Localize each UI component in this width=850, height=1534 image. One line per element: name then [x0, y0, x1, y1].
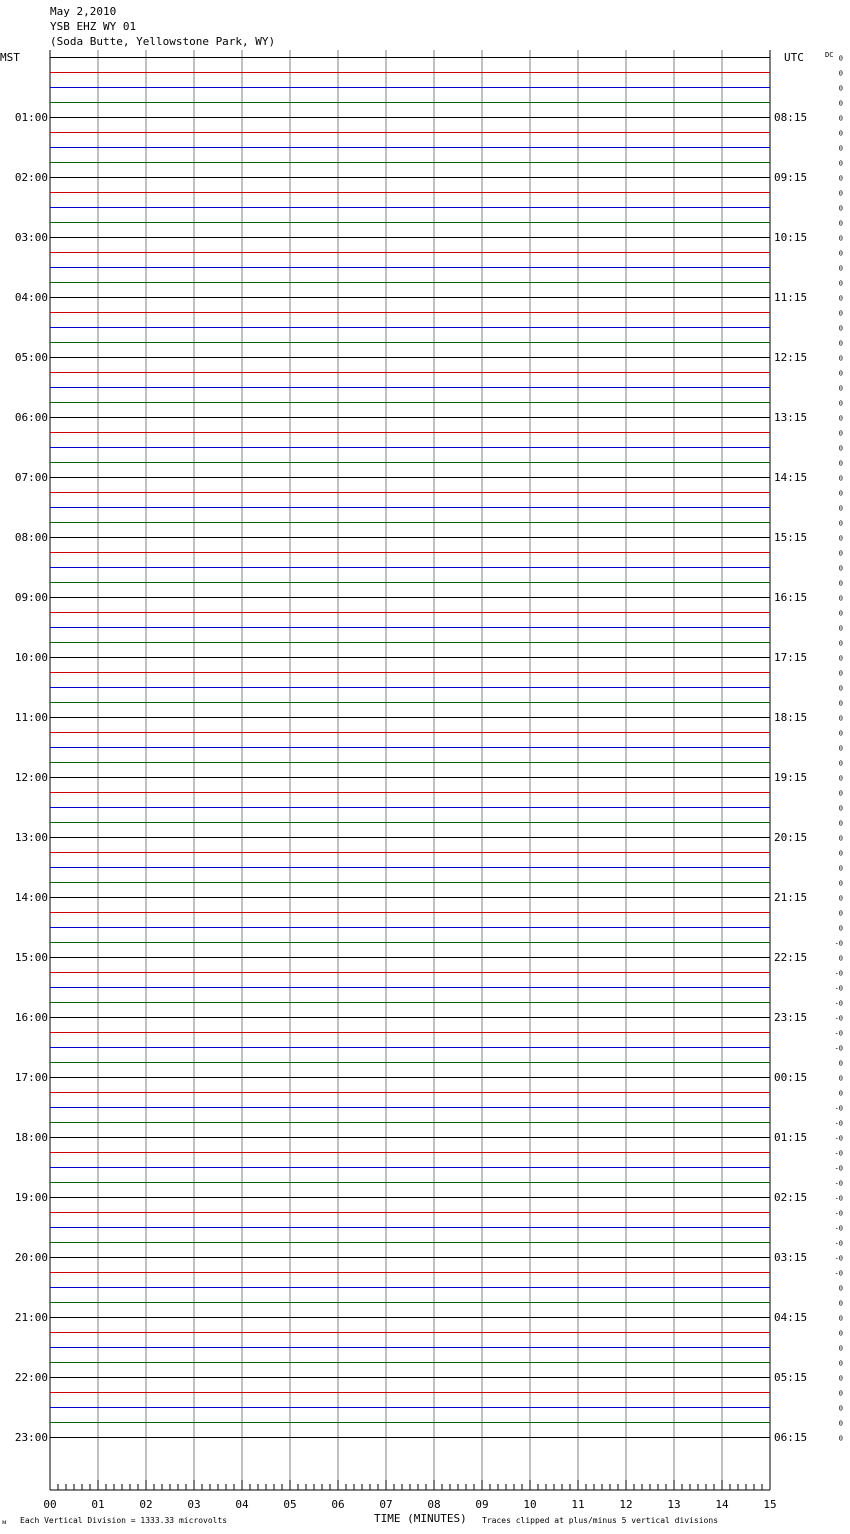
mst-hour-label: 12:00	[14, 771, 48, 784]
dc-offset-56: 0	[838, 894, 843, 903]
x-tick-label: 14	[715, 1498, 729, 1511]
utc-hour-label: 06:15	[774, 1431, 808, 1444]
dc-offset-79: -0	[834, 1239, 843, 1248]
dc-offset-83: 0	[838, 1299, 843, 1308]
dc-offset-51: 0	[838, 819, 843, 828]
dc-offset-69: 0	[838, 1089, 843, 1098]
dc-offset-67: 0	[838, 1059, 843, 1068]
dc-offset-45: 0	[838, 729, 843, 738]
x-tick-label: 03	[187, 1498, 201, 1511]
dc-offset-34: 0	[838, 564, 843, 573]
dc-offset-7: 0	[838, 159, 843, 168]
dc-offset-49: 0	[838, 789, 843, 798]
dc-offset-77: -0	[834, 1209, 843, 1218]
dc-offset-60: 0	[838, 954, 843, 963]
dc-offset-84: 0	[838, 1314, 843, 1323]
dc-offset-43: 0	[838, 699, 843, 708]
x-tick-label: 11	[571, 1498, 585, 1511]
mst-hour-label: 21:00	[14, 1311, 48, 1324]
mst-hour-label: 05:00	[14, 351, 48, 364]
dc-offset-42: 0	[838, 684, 843, 693]
utc-hour-label: 09:15	[774, 171, 808, 184]
dc-offset-40: 0	[838, 654, 843, 663]
dc-offset-25: 0	[838, 429, 843, 438]
mst-hour-label: 19:00	[14, 1191, 48, 1204]
dc-offset-37: 0	[838, 609, 843, 618]
dc-offset-29: 0	[838, 489, 843, 498]
dc-offset-70: -0	[834, 1104, 843, 1113]
x-tick-label: 12	[619, 1498, 633, 1511]
dc-offset-8: 0	[838, 174, 843, 183]
dc-offset-26: 0	[838, 444, 843, 453]
dc-offset-36: 0	[838, 594, 843, 603]
utc-hour-label: 02:15	[774, 1191, 808, 1204]
dc-offset-48: 0	[838, 774, 843, 783]
dc-offset-9: 0	[838, 189, 843, 198]
dc-offset-90: 0	[838, 1404, 843, 1413]
dc-offset-82: 0	[838, 1284, 843, 1293]
dc-offset-85: 0	[838, 1329, 843, 1338]
x-tick-label: 15	[763, 1498, 777, 1511]
dc-offset-57: 0	[838, 909, 843, 918]
mst-hour-label: 14:00	[14, 891, 48, 904]
dc-offset-81: -0	[834, 1269, 843, 1278]
mst-hour-label: 08:00	[14, 531, 48, 544]
dc-offset-21: 0	[838, 369, 843, 378]
dc-offset-54: 0	[838, 864, 843, 873]
dc-offset-39: 0	[838, 639, 843, 648]
dc-offset-59: -0	[834, 939, 843, 948]
dc-offset-2: 0	[838, 84, 843, 93]
x-tick-label: 08	[427, 1498, 441, 1511]
dc-offset-74: -0	[834, 1164, 843, 1173]
dc-offset-15: 0	[838, 279, 843, 288]
mst-hour-label: 11:00	[14, 711, 48, 724]
utc-hour-label: 03:15	[774, 1251, 808, 1264]
x-tick-label: 13	[667, 1498, 681, 1511]
dc-offset-13: 0	[838, 249, 843, 258]
dc-offset-4: 0	[838, 114, 843, 123]
mst-hour-label: 06:00	[14, 411, 48, 424]
mst-hour-label: 16:00	[14, 1011, 48, 1024]
dc-offset-17: 0	[838, 309, 843, 318]
dc-offset-12: 0	[838, 234, 843, 243]
utc-hour-label: 19:15	[774, 771, 808, 784]
x-tick-label: 04	[235, 1498, 249, 1511]
corner-mark: ᴍ	[2, 1518, 7, 1526]
dc-offset-80: -0	[834, 1254, 843, 1263]
utc-hour-label: 08:15	[774, 111, 808, 124]
dc-offset-55: 0	[838, 879, 843, 888]
dc-offset-0: 0	[838, 54, 843, 63]
dc-offset-53: 0	[838, 849, 843, 858]
dc-offset-50: 0	[838, 804, 843, 813]
dc-offset-1: 0	[838, 69, 843, 78]
dc-offset-10: 0	[838, 204, 843, 213]
dc-offset-63: -0	[834, 999, 843, 1008]
dc-offset-86: 0	[838, 1344, 843, 1353]
utc-hour-label: 20:15	[774, 831, 808, 844]
dc-offset-5: 0	[838, 129, 843, 138]
scale-note: Each Vertical Division = 1333.33 microvolts	[20, 1516, 228, 1525]
record-date: May 2,2010	[50, 5, 117, 18]
dc-offset-47: 0	[838, 759, 843, 768]
x-axis-label: TIME (MINUTES)	[374, 1512, 467, 1525]
dc-offset-32: 0	[838, 534, 843, 543]
mst-hour-label: 22:00	[14, 1371, 48, 1384]
dc-offset-22: 0	[838, 384, 843, 393]
dc-offset-91: 0	[838, 1419, 843, 1428]
mst-hour-label: 20:00	[14, 1251, 48, 1264]
utc-hour-label: 22:15	[774, 951, 808, 964]
dc-offset-19: 0	[838, 339, 843, 348]
dc-offset-89: 0	[838, 1389, 843, 1398]
x-tick-label: 09	[475, 1498, 489, 1511]
mst-hour-label: 13:00	[14, 831, 48, 844]
dc-label: DC	[825, 51, 834, 59]
utc-hour-label: 16:15	[774, 591, 808, 604]
dc-offset-75: -0	[834, 1179, 843, 1188]
dc-offset-30: 0	[838, 504, 843, 513]
dc-offset-92: 0	[838, 1434, 843, 1443]
x-tick-label: 10	[523, 1498, 537, 1511]
utc-hour-label: 00:15	[774, 1071, 808, 1084]
utc-hour-label: 10:15	[774, 231, 808, 244]
x-tick-label: 05	[283, 1498, 297, 1511]
dc-offset-33: 0	[838, 549, 843, 558]
station-location: (Soda Butte, Yellowstone Park, WY)	[50, 35, 276, 48]
dc-offset-76: -0	[834, 1194, 843, 1203]
clip-note: Traces clipped at plus/minus 5 vertical divisions	[482, 1516, 719, 1525]
dc-offset-66: -0	[834, 1044, 843, 1053]
dc-offset-52: 0	[838, 834, 843, 843]
mst-hour-label: 07:00	[14, 471, 48, 484]
dc-offset-24: 0	[838, 414, 843, 423]
utc-hour-label: 21:15	[774, 891, 808, 904]
utc-hour-label: 12:15	[774, 351, 808, 364]
dc-offset-71: -0	[834, 1119, 843, 1128]
dc-offset-72: -0	[834, 1134, 843, 1143]
mst-hour-label: 17:00	[14, 1071, 48, 1084]
utc-hour-label: 05:15	[774, 1371, 808, 1384]
dc-offset-73: -0	[834, 1149, 843, 1158]
utc-hour-label: 13:15	[774, 411, 808, 424]
dc-offset-23: 0	[838, 399, 843, 408]
mst-hour-label: 15:00	[14, 951, 48, 964]
mst-hour-label: 09:00	[14, 591, 48, 604]
dc-offset-28: 0	[838, 474, 843, 483]
dc-offset-18: 0	[838, 324, 843, 333]
dc-offset-87: 0	[838, 1359, 843, 1368]
dc-offset-61: -0	[834, 969, 843, 978]
mst-hour-label: 03:00	[14, 231, 48, 244]
dc-offset-11: 0	[838, 219, 843, 228]
x-tick-label: 01	[91, 1498, 105, 1511]
utc-axis-label: UTC	[784, 51, 804, 64]
dc-offset-14: 0	[838, 264, 843, 273]
utc-hour-label: 14:15	[774, 471, 808, 484]
x-tick-label: 00	[43, 1498, 57, 1511]
mst-hour-label: 23:00	[14, 1431, 48, 1444]
dc-offset-68: 0	[838, 1074, 843, 1083]
mst-hour-label: 01:00	[14, 111, 48, 124]
x-tick-label: 06	[331, 1498, 345, 1511]
utc-hour-label: 18:15	[774, 711, 808, 724]
utc-hour-label: 23:15	[774, 1011, 808, 1024]
dc-offset-78: -0	[834, 1224, 843, 1233]
dc-offset-44: 0	[838, 714, 843, 723]
dc-offset-64: -0	[834, 1014, 843, 1023]
dc-offset-65: -0	[834, 1029, 843, 1038]
dc-offset-16: 0	[838, 294, 843, 303]
mst-hour-label: 10:00	[14, 651, 48, 664]
dc-offset-46: 0	[838, 744, 843, 753]
dc-offset-62: -0	[834, 984, 843, 993]
dc-offset-3: 0	[838, 99, 843, 108]
dc-offset-38: 0	[838, 624, 843, 633]
utc-hour-label: 17:15	[774, 651, 808, 664]
dc-offset-58: 0	[838, 924, 843, 933]
dc-offset-31: 0	[838, 519, 843, 528]
dc-offset-41: 0	[838, 669, 843, 678]
mst-hour-label: 04:00	[14, 291, 48, 304]
mst-hour-label: 18:00	[14, 1131, 48, 1144]
dc-offset-35: 0	[838, 579, 843, 588]
mst-axis-label: MST	[0, 51, 20, 64]
utc-hour-label: 11:15	[774, 291, 808, 304]
utc-hour-label: 04:15	[774, 1311, 808, 1324]
dc-offset-20: 0	[838, 354, 843, 363]
utc-hour-label: 01:15	[774, 1131, 808, 1144]
utc-hour-label: 15:15	[774, 531, 808, 544]
dc-offset-88: 0	[838, 1374, 843, 1383]
station-code: YSB EHZ WY 01	[50, 20, 137, 33]
x-tick-label: 02	[139, 1498, 153, 1511]
dc-offset-27: 0	[838, 459, 843, 468]
x-tick-label: 07	[379, 1498, 393, 1511]
dc-offset-6: 0	[838, 144, 843, 153]
mst-hour-label: 02:00	[14, 171, 48, 184]
